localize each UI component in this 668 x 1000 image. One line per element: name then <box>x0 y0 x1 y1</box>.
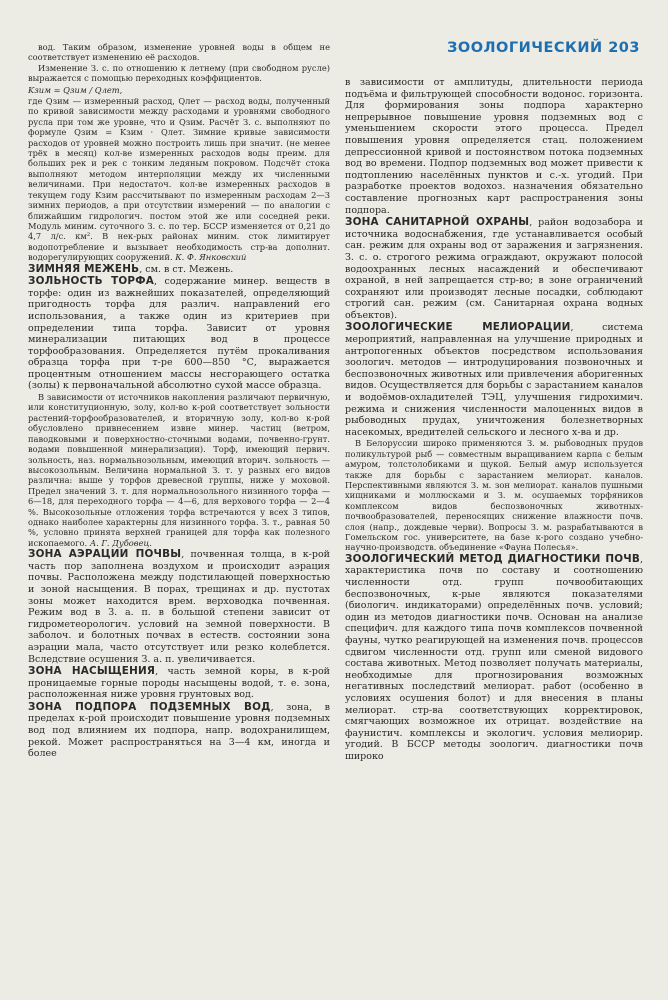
article-author: К. Ф. Янковский <box>175 252 247 263</box>
entry-headword: ЗОНА САНИТАРНОЙ ОХРАНЫ <box>345 216 530 229</box>
left-column <box>28 42 330 992</box>
backwater-continuation: в зависимости от амплитуды, длительности периода подъёма и фильтрующей способности водонос. горизонта. Для формирования зоны подпора характерно непрерывное повышение уровня подземных вод с уменьшением скорости этого процесса. Предел повышения уровня определяется стац. положением депрессионной кривой и постоянством потока подземных вод во времени. Подпор подземных вод может привести к подтоплению населённых пунктов и с.-х. угодий. При разработке проектов водохоз. назначения обязательно составление прогнозных карт распространения зоны подпора. <box>345 77 643 216</box>
entry-winter-low-water: ЗИМНЯЯ МЕЖЕНЬ, см. в ст. Межень. <box>28 262 234 275</box>
page-number: 203 <box>608 40 640 56</box>
entry-headword: ЗООЛОГИЧЕСКИЕ МЕЛИОРАЦИИ <box>345 321 571 334</box>
entry-soil-aeration-zone: ЗОНА АЭРАЦИИ ПОЧВЫ, почвенная толща, в к-рой часть пор заполнена воздухом и происходит аэрация почвы. Расположена между подстилающей поверхностью и зоной насыщения. В порах, трещинах и др. пустотах зоны может находится врем. верховодка почвенная. Режим вод в З. а. п. в большой степени зависит от гидрометеорологич. условий на земной поверхности. В заболоч. и болотных почвах в естеств. состоянии зона аэрации мала, часто отсутствует или резко колеблется. Вследствие осушения З. а. п. увеличивается. <box>28 548 330 665</box>
winter-coefficient-formula: Kзим = Qзим / Qлет, <box>28 84 123 95</box>
entry-headword: ЗОНА ПОДПОРА ПОДЗЕМНЫХ ВОД <box>28 700 271 713</box>
entry-groundwater-backwater-zone: ЗОНА ПОДПОРА ПОДЗЕМНЫХ ВОД, зона, в пределах к-рой происходит повышение уровня подземных вод под влиянием их подпора, напр. водохранилищем, рекой. Может распространяться на 3—4 км, иногда и более <box>28 700 330 760</box>
zoological-melioration-details: В Белоруссии широко применяются З. м. рыбоводных прудов поликультурой рыб — совместным выращиванием карпа с белым амуром, толстолобиками и щукой. Белый амур используется также для борьбы с зарастанием мелиорат. каналов. Перспективными являются З. м. зон мелиорат. каналов пушными хищниками и моллюсками и З. м. осушаемых торфяников комплексом видов беспозвоночных животных-почвообразователей, переносящих снижение влажности почв. слоя (напр., дождевые черви). Вопросы З. м. разрабатываются в Гомельском гос. университете, на базе к-рого создано учебно-научно-производств. объединение «Фауна Полесья». <box>345 438 643 553</box>
continuation-paragraph: вод. Таким образом, изменение уровней воды в общем не соответствует изменению её расходов. <box>28 42 330 63</box>
entry-saturation-zone: ЗОНА НАСЫЩЕНИЯ, часть земной коры, в к-рой проницаемые горные породы насыщены водой, т. е. зона, расположенная ниже уровня грунтовых вод. <box>28 665 330 701</box>
entry-peat-ash-content: ЗОЛЬНОСТЬ ТОРФА, содержание минер. веществ в торфе: один из важнейших показателей, определяющий пригодность торфа для различ. направлений его использования, а также один из критериев при определении типа торфа. Зависит от уровня минерализации питающих вод в процессе торфообразования. Определяется путём прокаливания образца торфа при т-ре 600—850 °С, выражается процентным отношением массы несгорающего остатка (золы) к первоначальной абсолютно сухой массе образца. <box>28 275 330 392</box>
peat-ash-details: В зависимости от источников накопления различают первичную, или конституционную, золу, кол-во к-рой соответствует зольности растений-торфообразователей, и вторичную золу, кол-во к-рой обусловлено привнесением извне минер. частиц (ветром, паводковыми и поверхностно-сточными водами, почвенно-грунт. водами повышенной минерализации). Торф, имеющий первич. зольность, наз. нормальнозольным, имеющий вторич. зольность — высокозольным. Величина нормальной З. т. у разных его видов различна: выше у торфов древесной группы, ниже у моховой. Предел значений З. т. для нормальнозольного низинного торфа — 6—18, для переходного торфа — 4—6, для верхового торфа — 2—4 %. Высокозольные отложения торфа встречаются у всех 3 типов, однако наиболее характерны для низинного торфа. З. т., равная 50 %, условно принята верхней границей для торфа как полезного ископаемого. А. Г. Дубовец. <box>28 392 330 548</box>
entry-sanitary-protection-zone: ЗОНА САНИТАРНОЙ ОХРАНЫ, район водозабора и источника водоснабжения, где устанавливается особый сан. режим для охраны вод от заражения и загрязнения. З. с. о. строгого режима ограждают, окружают полосой водоохранных лесных насаждений и обеспечивают охраной, в ней запрещается стр-во; в зоне ограничений сохраняют или производят лесные посадки, соблюдают строгий сан. режим (см. Санитарная охрана водных объектов). <box>345 216 643 321</box>
entry-headword: ЗОНА НАСЫЩЕНИЯ <box>28 665 156 678</box>
running-head <box>447 40 640 56</box>
section-title: ЗООЛОГИЧЕСКИЙ <box>447 40 603 56</box>
entry-zoological-soil-diagnostics: ЗООЛОГИЧЕСКИЙ МЕТОД ДИАГНОСТИКИ ПОЧВ, характеристика почв по составу и соотношению численности отд. групп почвообитающих беспозвоночных, к-рые являются показателями (биологич. индикаторами) определённых почв. условий; один из методов диагностики почв. Основан на анализе специфич. для каждого типа почв комплексов почвенной фауны, чутко реагирующей на изменения почв. процессов сдвигом численности отд. групп или сменой видового состава животных. Метод позволяет получать материалы, необходимые для прогнозирования возможных негативных последствий мелиорат. работ (особенно в условиях осушения болот) и для внесения в планы мелиорат. стр-ва соответствующих корректировок, смягчающих возможное их отрицат. воздействие на фаунистич. комплексы и экологич. условия мелиорир. угодий. В БССР методы зоологич. диагностики почв широко <box>345 552 643 762</box>
article-author: А. Г. Дубовец. <box>89 537 152 548</box>
entry-headword: ЗООЛОГИЧЕСКИЙ МЕТОД ДИАГНОСТИКИ ПОЧВ <box>345 552 640 565</box>
entry-headword: ЗОЛЬНОСТЬ ТОРФА <box>28 275 154 288</box>
entry-zoological-melioration: ЗООЛОГИЧЕСКИЕ МЕЛИОРАЦИИ, система мероприятий, направленная на улучшение природных и антропогенных объектов посредством использования зоологич. методов — интродуцирования позвоночных и беспозвоночных животных или привлечения аборигенных видов. Осуществляется для борьбы с зарастанием каналов и водоёмов-охладителей ТЭЦ, улучшения гидрохимич. режима и снижения численности малоценных видов в рыбоводных прудах, уничтожения болезнетворных насекомых, вредителей сельского и лесного х-ва и др. <box>345 321 643 438</box>
entry-headword: ЗОНА АЭРАЦИИ ПОЧВЫ <box>28 548 182 561</box>
entry-headword: ЗИМНЯЯ МЕЖЕНЬ <box>28 262 140 275</box>
winter-flow-paragraph: Изменение З. с. по отношению к летнему (при свободном русле) выражается с помощью переходных коэффициентов. Kзим = Qзим / Qлет, где Qзим — измеренный расход, Qлет — расход воды, полученный по кривой зависимости между расходами и уровнями свободного русла при том же уровне, что и Qзим. Расчёт З. с. выполняют по формуле Qзим = Kзим · Qлет. Зимние кривые зависимости расходов от уровней можно построить лишь при значит. (не менее трёх в месяц) кол-ве измеренных расходов воды преим. для больших рек и рек с тонким ледяным покровом. Подсчёт стока выполняют методом интерполяции между их численными величинами. При недостаточ. кол-ве измеренных расходов в текущем году Kзим рассчитывают по измеренным расходам 2—3 зимних периодов, а при отсутствии измерений — по аналогии с ближайшим гидрологич. постом этой же или соседней реки. Модуль миним. суточного З. с. по тер. БССР изменяется от 0,21 до 4,7 л/с. км². В нек-рых районах миним. сток лимитирует водопотребление и вызывает необходимость стр-ва дополнит. водорегулирующих сооружений. К. Ф. Янковский <box>28 62 330 263</box>
right-column <box>345 76 643 996</box>
